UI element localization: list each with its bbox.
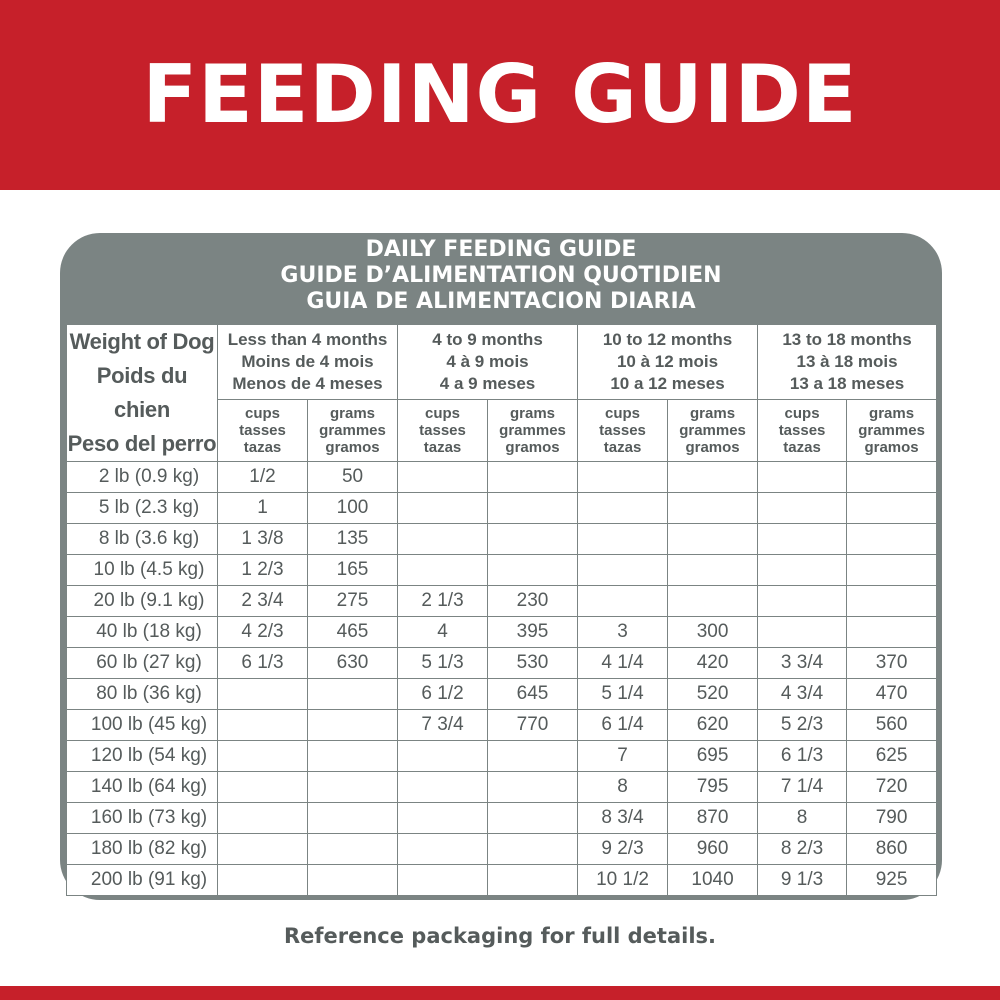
grams-cell: 620 (668, 710, 758, 741)
cups-cell: 5 1/4 (578, 679, 668, 710)
grams-cell: 720 (847, 772, 937, 803)
cups-cell: 9 1/3 (758, 865, 847, 896)
bottom-bar (0, 986, 1000, 1000)
table-row (67, 586, 937, 617)
cups-cell: 1 2/3 (218, 555, 308, 586)
table-row (67, 834, 937, 865)
cups-cell (758, 462, 847, 493)
grams-cell (488, 834, 578, 865)
cups-cell: 1/2 (218, 462, 308, 493)
cups-cell (398, 462, 488, 493)
grams-cell: 870 (668, 803, 758, 834)
table-row (67, 648, 937, 679)
table-row (67, 710, 937, 741)
cups-cell (218, 710, 308, 741)
cups-unit-header: cups tasses tazas (578, 400, 668, 462)
cups-unit-header: cups tasses tazas (398, 400, 488, 462)
age-group-header-1: 4 to 9 months 4 à 9 mois 4 a 9 meses (398, 325, 578, 400)
feeding-table (66, 324, 937, 896)
grams-cell (847, 462, 937, 493)
age-group-header-2: 10 to 12 months 10 à 12 mois 10 a 12 meses (578, 325, 758, 400)
grams-cell: 960 (668, 834, 758, 865)
weight-cell: 200 lb (91 kg) (67, 865, 218, 896)
grams-cell: 275 (308, 586, 398, 617)
cups-cell (758, 524, 847, 555)
grams-cell: 795 (668, 772, 758, 803)
grams-cell (308, 710, 398, 741)
cups-cell (218, 679, 308, 710)
grams-cell: 370 (847, 648, 937, 679)
cups-cell (758, 555, 847, 586)
grams-cell: 1040 (668, 865, 758, 896)
cups-cell: 4 3/4 (758, 679, 847, 710)
cups-cell (398, 741, 488, 772)
cups-cell (578, 586, 668, 617)
grams-cell: 520 (668, 679, 758, 710)
grams-cell: 300 (668, 617, 758, 648)
cups-cell (398, 834, 488, 865)
cups-cell: 6 1/3 (758, 741, 847, 772)
cups-cell: 2 3/4 (218, 586, 308, 617)
cups-unit-header: cups tasses tazas (758, 400, 847, 462)
card-titles (60, 237, 942, 315)
cups-cell (578, 524, 668, 555)
cups-cell (398, 524, 488, 555)
cups-cell: 7 1/4 (758, 772, 847, 803)
grams-cell (308, 679, 398, 710)
weight-cell: 5 lb (2.3 kg) (67, 493, 218, 524)
cups-cell (218, 865, 308, 896)
weight-cell: 120 lb (54 kg) (67, 741, 218, 772)
cups-cell (398, 865, 488, 896)
grams-unit-header: grams grammes gramos (847, 400, 937, 462)
table-row (67, 524, 937, 555)
table-row (67, 679, 937, 710)
weight-cell: 2 lb (0.9 kg) (67, 462, 218, 493)
grams-cell: 470 (847, 679, 937, 710)
grams-cell: 630 (308, 648, 398, 679)
cups-cell (398, 493, 488, 524)
grams-cell: 230 (488, 586, 578, 617)
table-row (67, 803, 937, 834)
grams-cell (488, 772, 578, 803)
grams-cell: 790 (847, 803, 937, 834)
grams-cell: 770 (488, 710, 578, 741)
grams-cell: 100 (308, 493, 398, 524)
grams-cell: 645 (488, 679, 578, 710)
grams-cell: 860 (847, 834, 937, 865)
cups-cell: 6 1/4 (578, 710, 668, 741)
table-row (67, 493, 937, 524)
cups-cell: 8 3/4 (578, 803, 668, 834)
table-row (67, 741, 937, 772)
header-banner (0, 0, 1000, 190)
grams-cell (308, 834, 398, 865)
grams-cell (488, 865, 578, 896)
card-title-es: GUIA DE ALIMENTACION DIARIA (306, 289, 696, 314)
cups-cell: 1 (218, 493, 308, 524)
cups-cell: 1 3/8 (218, 524, 308, 555)
page-title: FEEDING GUIDE (142, 48, 858, 141)
cups-cell (578, 493, 668, 524)
weight-cell: 40 lb (18 kg) (67, 617, 218, 648)
weight-cell: 160 lb (73 kg) (67, 803, 218, 834)
grams-cell (847, 555, 937, 586)
cups-cell: 8 (758, 803, 847, 834)
grams-cell: 925 (847, 865, 937, 896)
cups-cell: 10 1/2 (578, 865, 668, 896)
cups-cell: 4 2/3 (218, 617, 308, 648)
table-row (67, 772, 937, 803)
grams-cell (488, 555, 578, 586)
grams-cell (847, 524, 937, 555)
age-group-header-3: 13 to 18 months 13 à 18 mois 13 a 18 meses (758, 325, 937, 400)
cups-cell (218, 772, 308, 803)
cups-cell: 3 (578, 617, 668, 648)
grams-cell (308, 741, 398, 772)
cups-cell: 4 1/4 (578, 648, 668, 679)
footnote: Reference packaging for full details. (283, 924, 717, 948)
grams-cell (488, 803, 578, 834)
cups-cell (578, 462, 668, 493)
grams-cell (308, 772, 398, 803)
weight-cell: 60 lb (27 kg) (67, 648, 218, 679)
weight-cell: 8 lb (3.6 kg) (67, 524, 218, 555)
grams-cell (847, 586, 937, 617)
weight-cell: 80 lb (36 kg) (67, 679, 218, 710)
weight-cell: 180 lb (82 kg) (67, 834, 218, 865)
cups-cell (578, 555, 668, 586)
weight-cell: 20 lb (9.1 kg) (67, 586, 218, 617)
grams-cell: 560 (847, 710, 937, 741)
cups-cell: 8 2/3 (758, 834, 847, 865)
grams-cell (668, 586, 758, 617)
cups-cell: 4 (398, 617, 488, 648)
table-row (67, 865, 937, 896)
cups-cell (398, 803, 488, 834)
cups-cell: 5 1/3 (398, 648, 488, 679)
cups-cell (398, 772, 488, 803)
table-row (67, 462, 937, 493)
weight-cell: 140 lb (64 kg) (67, 772, 218, 803)
weight-cell: 10 lb (4.5 kg) (67, 555, 218, 586)
card-title-en: DAILY FEEDING GUIDE (365, 237, 637, 262)
weight-cell: 100 lb (45 kg) (67, 710, 218, 741)
weight-header: Weight of Dog Poids du chien Peso del perro (67, 325, 218, 462)
cups-cell: 6 1/2 (398, 679, 488, 710)
cups-cell: 7 (578, 741, 668, 772)
grams-cell: 135 (308, 524, 398, 555)
cups-cell: 9 2/3 (578, 834, 668, 865)
table-row (67, 555, 937, 586)
cups-unit-header: cups tasses tazas (218, 400, 308, 462)
grams-cell (488, 524, 578, 555)
grams-cell: 50 (308, 462, 398, 493)
grams-cell: 165 (308, 555, 398, 586)
grams-cell: 395 (488, 617, 578, 648)
cups-cell (758, 493, 847, 524)
cups-cell: 7 3/4 (398, 710, 488, 741)
grams-unit-header: grams grammes gramos (668, 400, 758, 462)
cups-cell (218, 741, 308, 772)
cups-cell (758, 617, 847, 648)
age-group-header-0: Less than 4 months Moins de 4 mois Menos de 4 meses (218, 325, 398, 400)
table-row (67, 617, 937, 648)
grams-cell (308, 803, 398, 834)
cups-cell (218, 834, 308, 865)
grams-unit-header: grams grammes gramos (488, 400, 578, 462)
cups-cell (218, 803, 308, 834)
grams-cell (668, 493, 758, 524)
grams-cell (668, 462, 758, 493)
cups-cell: 2 1/3 (398, 586, 488, 617)
grams-cell (668, 524, 758, 555)
table-body (67, 462, 937, 896)
grams-cell: 465 (308, 617, 398, 648)
cups-cell: 5 2/3 (758, 710, 847, 741)
cups-cell: 6 1/3 (218, 648, 308, 679)
grams-unit-header: grams grammes gramos (308, 400, 398, 462)
grams-cell (847, 493, 937, 524)
cups-cell (758, 586, 847, 617)
card-title-fr: GUIDE D’ALIMENTATION QUOTIDIEN (280, 263, 722, 288)
cups-cell: 8 (578, 772, 668, 803)
cups-cell (398, 555, 488, 586)
grams-cell (668, 555, 758, 586)
grams-cell (488, 741, 578, 772)
grams-cell: 625 (847, 741, 937, 772)
grams-cell (488, 493, 578, 524)
grams-cell (308, 865, 398, 896)
grams-cell: 420 (668, 648, 758, 679)
cups-cell: 3 3/4 (758, 648, 847, 679)
grams-cell: 530 (488, 648, 578, 679)
grams-cell (488, 462, 578, 493)
grams-cell (847, 617, 937, 648)
grams-cell: 695 (668, 741, 758, 772)
